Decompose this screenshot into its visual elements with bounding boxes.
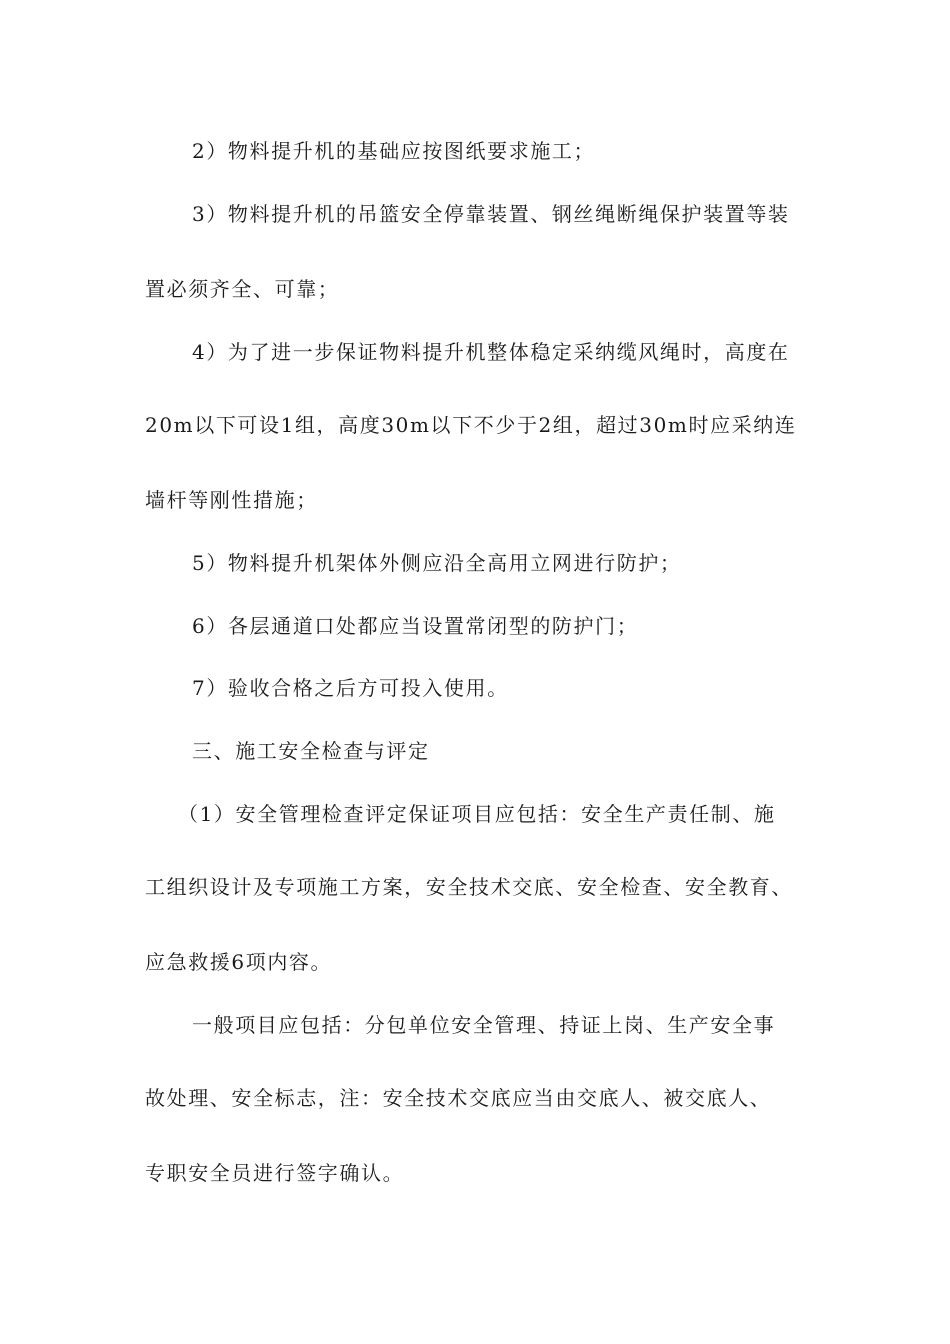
paragraph-item-2: 2）物料提升机的基础应按图纸要求施工； bbox=[192, 139, 596, 163]
paragraph-item-3-line-2: 置必须齐全、可靠； bbox=[145, 277, 340, 301]
paragraph-general-items-line-3: 专职安全员进行签字确认。 bbox=[145, 1161, 405, 1185]
paragraph-item-6: 6）各层通道口处都应当设置常闭型的防护门； bbox=[192, 614, 639, 638]
paragraph-item-7: 7）验收合格之后方可投入使用。 bbox=[192, 676, 509, 700]
paragraph-item-5: 5）物料提升机架体外侧应沿全高用立网进行防护； bbox=[192, 551, 682, 575]
paragraph-item-3-line-1: 3）物料提升机的吊篮安全停靠装置、钢丝绳断绳保护装置等装 bbox=[192, 202, 790, 226]
paragraph-section-1-line-3: 应急救援6项内容。 bbox=[145, 950, 333, 974]
section-heading: 三、施工安全检查与评定 bbox=[192, 739, 430, 763]
paragraph-item-4-line-2: 20m以下可设1组，高度30m以下不少于2组，超过30m时应采纳连 bbox=[145, 413, 797, 437]
paragraph-section-1-line-2: 工组织设计及专项施工方案，安全技术交底、安全检查、安全教育、 bbox=[145, 875, 793, 899]
paragraph-general-items-line-2: 故处理、安全标志，注：安全技术交底应当由交底人、被交底人、 bbox=[145, 1086, 772, 1110]
paragraph-item-4-line-1: 4）为了进一步保证物料提升机整体稳定采纳缆风绳时，高度在 bbox=[192, 340, 790, 364]
paragraph-general-items-line-1: 一般项目应包括：分包单位安全管理、持证上岗、生产安全事 bbox=[192, 1013, 776, 1037]
paragraph-section-1-line-1: （1）安全管理检查评定保证项目应包括：安全生产责任制、施 bbox=[178, 802, 776, 826]
paragraph-item-4-line-3: 墙杆等刚性措施； bbox=[145, 488, 318, 512]
